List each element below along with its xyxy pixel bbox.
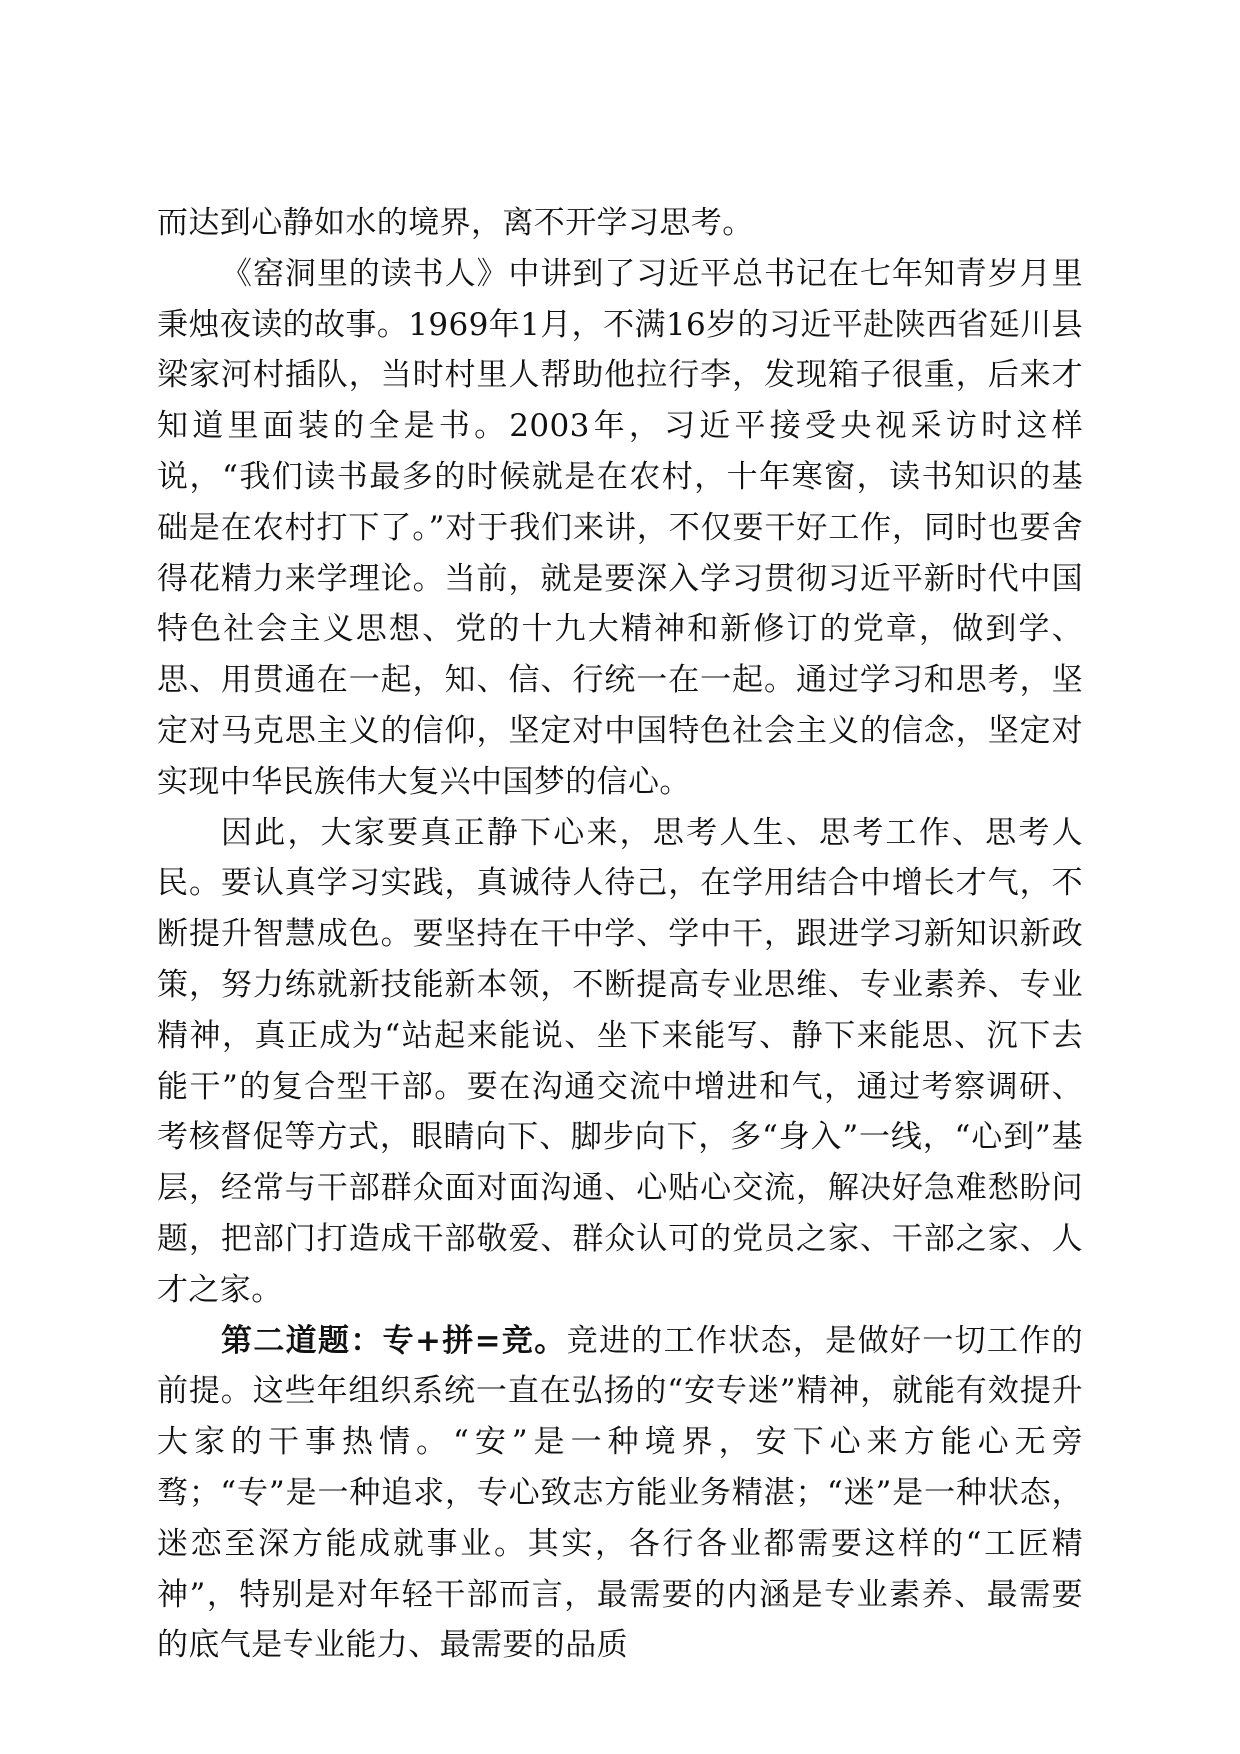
paragraph-continuation: 而达到心静如水的境界，离不开学习思考。: [157, 205, 754, 241]
document-page: [157, 198, 1083, 1671]
paragraph-reading-story: 《窑洞里的读书人》中讲到了习近平总书记在七年知青岁月里秉烛夜读的故事。1969年1月，不满16岁的习近平赴陕西省延川县梁家河村插队，当时村里人帮助他拉行李，发现箱子很重，后来才知道里面装的全是书。2003年，习近平接受央视采访时这样说，“我们读书最多的时候就是在农村，十年寒窗，读书知识的基础是在农村打下了。”对于我们来讲，不仅要干好工作，同时也要舍得花精力来学理论。当前，就是要深入学习贯彻习近平新时代中国特色社会主义思想、党的十九大精神和新修订的党章，做到学、思、用贯通在一起，知、信、行统一在一起。通过学习和思考，坚定对马克思主义的信仰，坚定对中国特色社会主义的信念，坚定对实现中华民族伟大复兴中国梦的信心。: [157, 255, 1083, 800]
paragraph-second-topic-body: 竞进的工作状态，是做好一切工作的前提。这些年组织系统一直在弘扬的“安专迷”精神，就能有效提升大家的干事热情。“安”是一种境界，安下心来方能心无旁骛；“专”是一种追求，专心致志方能业务精湛；“迷”是一种状态，迷恋至深方能成就事业。其实，各行各业都需要这样的“工匠精神”，特别是对年轻干部而言，最需要的内涵是专业素养、最需要的底气是专业能力、最需要的品质: [157, 1322, 1083, 1664]
paragraph-second-topic: [157, 1316, 1083, 1672]
paragraph-calm-heart: 因此，大家要真正静下心来，思考人生、思考工作、思考人民。要认真学习实践，真诚待人待己，在学用结合中增长才气，不断提升智慧成色。要坚持在干中学、学中干，跟进学习新知识新政策，努力练就新技能新本领，不断提高专业思维、专业素养、专业精神，真正成为“站起来能说、坐下来能写、静下来能思、沉下去能干”的复合型干部。要在沟通交流中增进和气，通过考察调研、考核督促等方式，眼睛向下、脚步向下，多“身入”一线，“心到”基层，经常与干部群众面对面沟通、心贴心交流，解决好急难愁盼问题，把部门打造成干部敬爱、群众认可的党员之家、干部之家、人才之家。: [157, 814, 1083, 1308]
section-heading: 第二道题：专+拼=竞。: [221, 1322, 567, 1359]
